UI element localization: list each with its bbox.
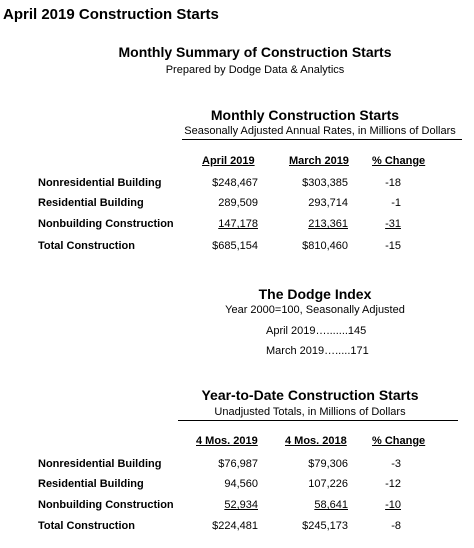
monthly-title: Monthly Construction Starts bbox=[210, 107, 400, 123]
ytd-row-label: Nonbuilding Construction bbox=[38, 499, 174, 511]
ytd-row-b: 107,226 bbox=[308, 478, 348, 490]
monthly-row-label: Nonbuilding Construction bbox=[38, 218, 174, 230]
ytd-row-b: 58,641 bbox=[314, 499, 348, 511]
ytd-col-a: 4 Mos. 2019 bbox=[196, 435, 258, 447]
monthly-row-b: 293,714 bbox=[308, 197, 348, 209]
ytd-row-b: $79,306 bbox=[308, 458, 348, 470]
monthly-rule bbox=[182, 139, 462, 140]
ytd-row-a: 94,560 bbox=[224, 478, 258, 490]
ytd-row-b: $245,173 bbox=[302, 520, 348, 532]
ytd-row-label: Nonresidential Building bbox=[38, 458, 162, 470]
monthly-row-a: $685,154 bbox=[212, 240, 258, 252]
ytd-row-c: -12 bbox=[385, 478, 401, 490]
index-line-april: April 2019….......145 bbox=[266, 325, 367, 337]
ytd-title: Year-to-Date Construction Starts bbox=[201, 387, 419, 403]
monthly-col-c: % Change bbox=[372, 155, 426, 167]
monthly-row-label: Nonresidential Building bbox=[38, 177, 162, 189]
monthly-row-b: $810,460 bbox=[302, 240, 348, 252]
ytd-col-b: 4 Mos. 2018 bbox=[285, 435, 347, 447]
monthly-row-b: $303,385 bbox=[302, 177, 348, 189]
ytd-row-c: -8 bbox=[391, 520, 401, 532]
ytd-row-a: $76,987 bbox=[218, 458, 258, 470]
monthly-col-b: March 2019 bbox=[289, 155, 349, 167]
ytd-rule bbox=[178, 420, 458, 421]
monthly-row-label: Total Construction bbox=[38, 240, 135, 252]
monthly-row-c: -18 bbox=[385, 177, 401, 189]
ytd-row-label: Residential Building bbox=[38, 478, 144, 490]
monthly-row-c: -15 bbox=[385, 240, 401, 252]
ytd-row-c: -10 bbox=[385, 499, 401, 511]
ytd-row-c: -3 bbox=[391, 458, 401, 470]
ytd-subtitle: Unadjusted Totals, in Millions of Dollars bbox=[214, 406, 406, 418]
ytd-row-a: $224,481 bbox=[212, 520, 258, 532]
monthly-row-a: $248,467 bbox=[212, 177, 258, 189]
monthly-subtitle: Seasonally Adjusted Annual Rates, in Millions of Dollars bbox=[184, 125, 456, 137]
index-title: The Dodge Index bbox=[258, 286, 372, 302]
ytd-col-c: % Change bbox=[372, 435, 426, 447]
monthly-row-b: 213,361 bbox=[308, 218, 348, 230]
summary-subtitle: Prepared by Dodge Data & Analytics bbox=[165, 64, 345, 76]
index-subtitle: Year 2000=100, Seasonally Adjusted bbox=[225, 304, 405, 316]
monthly-row-c: -31 bbox=[385, 218, 401, 230]
page-title: April 2019 Construction Starts bbox=[3, 6, 219, 23]
ytd-row-label: Total Construction bbox=[38, 520, 135, 532]
monthly-col-a: April 2019 bbox=[202, 155, 255, 167]
monthly-row-c: -1 bbox=[391, 197, 401, 209]
index-line-march: March 2019….....171 bbox=[266, 345, 369, 357]
monthly-row-a: 147,178 bbox=[218, 218, 258, 230]
summary-title: Monthly Summary of Construction Starts bbox=[118, 44, 392, 60]
monthly-row-label: Residential Building bbox=[38, 197, 144, 209]
ytd-row-a: 52,934 bbox=[224, 499, 258, 511]
monthly-row-a: 289,509 bbox=[218, 197, 258, 209]
